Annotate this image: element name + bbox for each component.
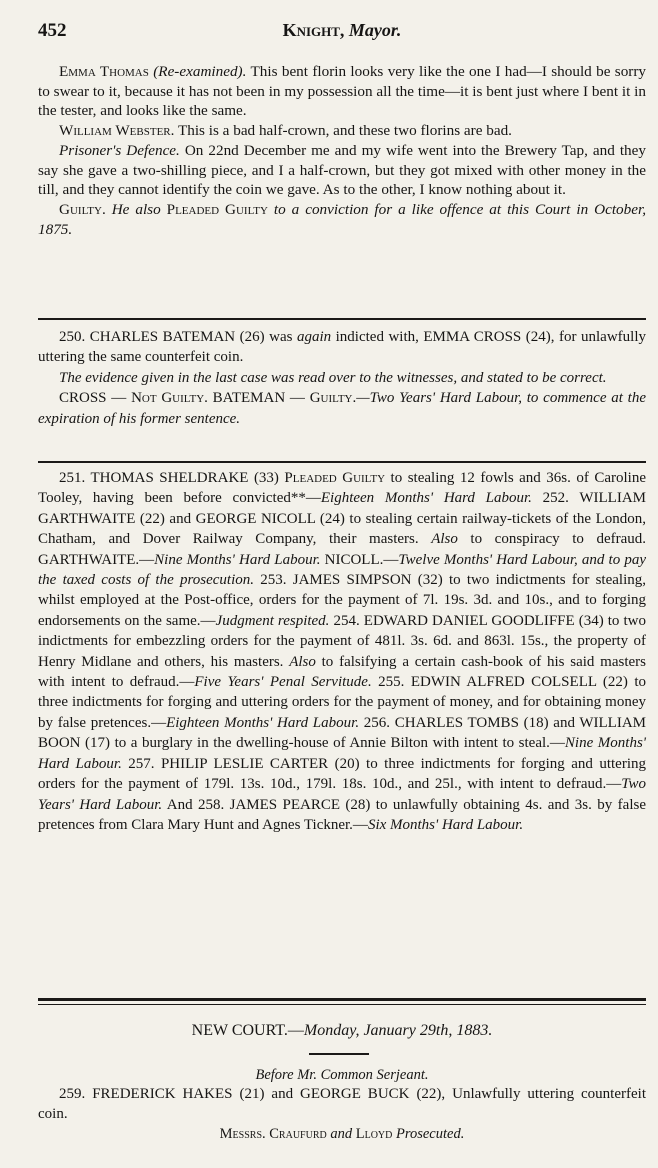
- running-title: [38, 20, 646, 41]
- running-title-name: Knight,: [282, 20, 345, 40]
- case-250-evidence-note: The evidence given in the last case was read over to the witnesses, and stated to be correct.: [59, 369, 607, 386]
- guilty-pleas-block: [38, 468, 646, 835]
- new-court-heading-block: [38, 1020, 646, 1042]
- witness-testimony-william-webster: William Webster. This is a bad half-crown, and these two florins are bad.: [59, 122, 512, 140]
- heading-short-rule: [309, 1053, 369, 1055]
- section-divider: [38, 461, 646, 463]
- court-divider-thin: [38, 1004, 646, 1005]
- page-header: [38, 20, 646, 46]
- section-divider: [38, 318, 646, 320]
- case-250-verdict: CROSS — Not Guilty. BATEMAN — Guilty.—Two Years' Hard Labour, to commence at the expiration of his former sentence.: [38, 390, 646, 427]
- verdict-guilty: Guilty. He also Pleaded Guilty to a conviction for a like offence at this Court in October, 1875.: [38, 200, 646, 238]
- page-number: 452: [38, 20, 67, 41]
- case-259-indictment: 259. FREDERICK HAKES (21) and GEORGE BUCK (22), Unlawfully uttering counterfeit coin.: [38, 1086, 646, 1122]
- sentences-paragraph: 251. THOMAS SHELDRAKE (33) Pleaded Guilty to stealing 12 fowls and 36s. of Caroline Tooley, having been before convicted**—Eighteen Months' Hard Labour. 252. WILLIAM GARTHWAITE (22) and GEORGE NICOLL (24) to stealing certain railway-tickets of the London, Chatham, and Dover Railway Company, their masters. Also to conspiracy to defraud. GARTHWAITE.—Nine Months' Hard Labour. NICOLL.—Twelve Months' Hard Labour, and to pay the taxed costs of the prosecution. 253. JAMES SIMPSON (32) to two indictments for stealing, whilst employed at the Post-office, orders for the payment of 7l. 19s. 3d. and 10s., and to forging endorsements on the same.—Judgment respited. 254. EDWARD DANIEL GOODLIFFE (34) to two indictments for embezzling orders for the payment of 481l. 3s. 6d. and 863l. 15s., the property of Henry Midlane and others, his masters. Also to falsifying a certain cash-book of his said masters with intent to defraud.—Five Years' Penal Servitude. 255. EDWIN ALFRED COLSELL (22) to three indictments for forging and uttering orders for the payment of money, and for obtaining money by false pretences.—Eighteen Months' Hard Labour. 256. CHARLES TOMBS (18) and WILLIAM BOON (17) to a burglary in the dwelling-house of Annie Bilton with intent to steal.—Nine Months' Hard Labour. 257. PHILIP LESLIE CARTER (20) to three indictments for forging and uttering orders for the payment of 179l. 13s. 10d., 179l. 18s. 10d., and 25l., with intent to defraud.—Two Years' Hard Labour. And 258. JAMES PEARCE (28) to unlawfully obtaining 4s. and 3s. by false pretences from Clara Mary Hunt and Agnes Tickner.—Six Months' Hard Labour.: [38, 470, 647, 833]
- new-court-heading: NEW COURT.—Monday, January 29th, 1883.: [191, 1022, 493, 1039]
- case-250-indictment: 250. CHARLES BATEMAN (26) was again indicted with, EMMA CROSS (24), for unlawfully uttering the same counterfeit coin.: [38, 329, 646, 366]
- case-250-block: [38, 327, 646, 429]
- previous-case-block: [38, 62, 646, 239]
- prisoners-defence: Prisoner's Defence. On 22nd December me and my wife went into the Brewery Tap, and they say she gave a two-shilling piece, and I a half-crown, but they got mixed with other money in the till, and they cannot identify the coin we gave. As to the other, I know nothing about it.: [38, 141, 646, 199]
- before-judge: Before Mr. Common Serjeant.: [255, 1067, 429, 1083]
- case-259-block: [38, 1066, 646, 1144]
- running-title-office: Mayor.: [348, 20, 402, 40]
- witness-testimony-emma-thomas: Emma Thomas (Re-examined). This bent florin looks very like the one I had—I should be sorry to swear to it, because it has not been in my possession all the time—it is bent just where I bent it in the tester, and looks like the same.: [38, 63, 647, 120]
- court-divider-thick: [38, 998, 646, 1001]
- case-259-counsel: Messrs. Craufurd and Lloyd Prosecuted.: [219, 1126, 465, 1142]
